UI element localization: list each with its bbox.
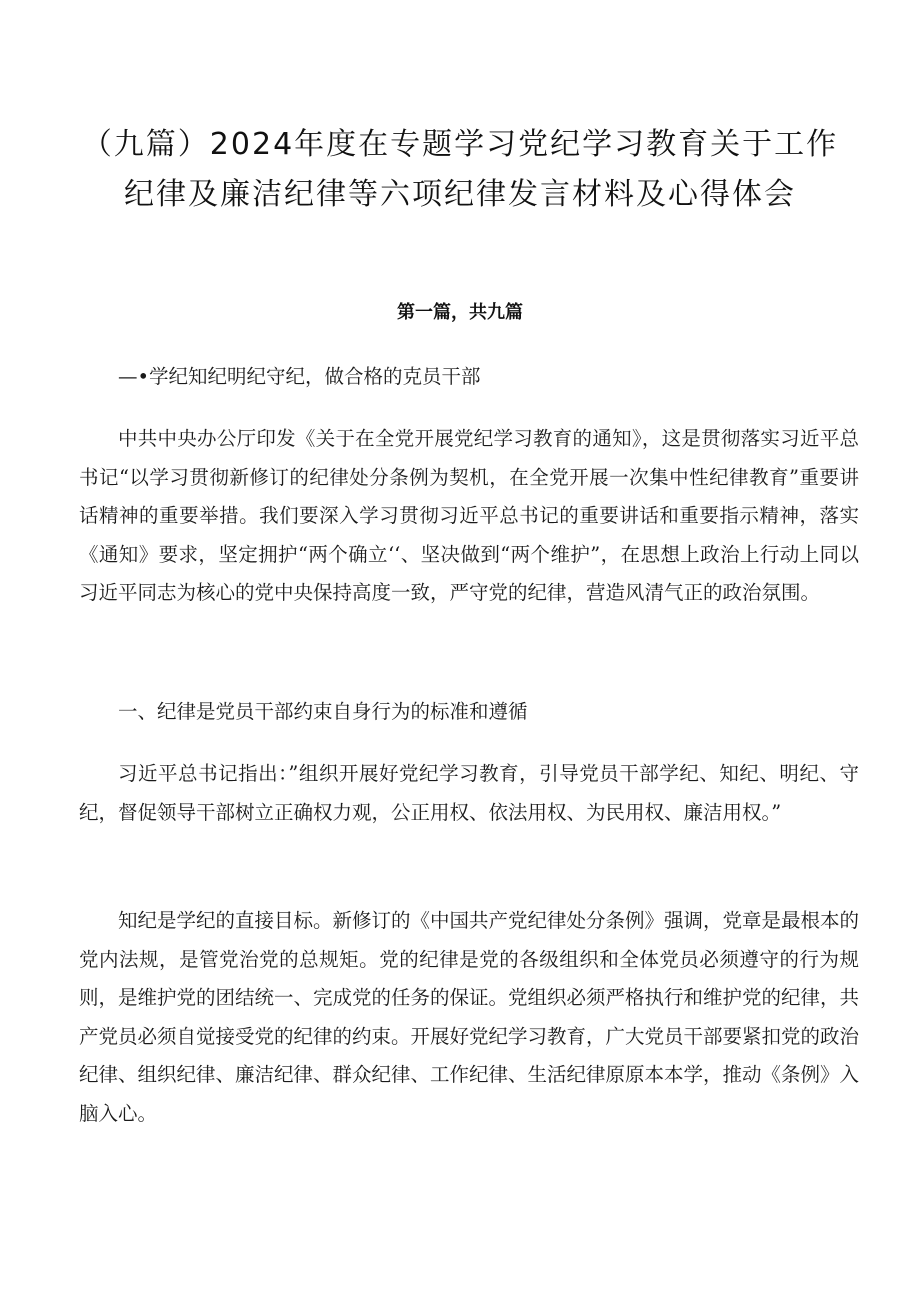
paragraph-knowledge: 知纪是学纪的直接目标。新修订的《中国共产党纪律处分条例》强调，党章是最根本的党内法规，是管党治党的总规矩。党的纪律是党的各级组织和全体党员必须遵守的行为规则，是维护党的团结统一、完成党的任务的保证。党组织必须严格执行和维护党的纪律，共产党员必须自觉接受党的纪律的约束。开展好党纪学习教育，广大党员干部要紧扣党的政治纪律、组织纪律、廉洁纪律、群众纪律、工作纪律、生活纪律原原本本学，推动《条例》入脑入心。 (79, 909, 860, 1125)
document-title: （九篇）2024年度在专题学习党纪学习教育关于工作纪律及廉洁纪律等六项纪律发言材料及心得体会 (81, 127, 839, 212)
paragraph-intro: 中共中央办公厅印发《关于在全党开展党纪学习教育的通知》，这是贯彻落实习近平总书记“以学习贯彻新修订的纪律处分条例为契机，在全党开展一次集中性纪律教育”重要讲话精神的重要举措。我们要深入学习贯彻习近平总书记的重要讲话和重要指示精神，落实《通知》要求，坚定拥护“两个确立‘‘、坚决做到“两个维护”，在思想上政治上行动上同以习近平同志为核心的党中央保持高度一致，严守党的纪律，营造风清气正的政治氛围。 (79, 427, 859, 605)
paragraph-quote: 习近平总书记指出：”组织开展好党纪学习教育，引导党员干部学纪、知纪、明纪、守纪，督促领导干部树立正确权力观，公正用权、依法用权、为民用权、廉洁用权。” (79, 762, 859, 824)
section-heading: 第一篇，共九篇 (397, 302, 523, 323)
subtitle-line: —•学纪知纪明纪守纪，做合格的克员干部 (118, 365, 481, 388)
heading-one: 一、纪律是党员干部约束自身行为的标准和遵循 (118, 700, 528, 723)
